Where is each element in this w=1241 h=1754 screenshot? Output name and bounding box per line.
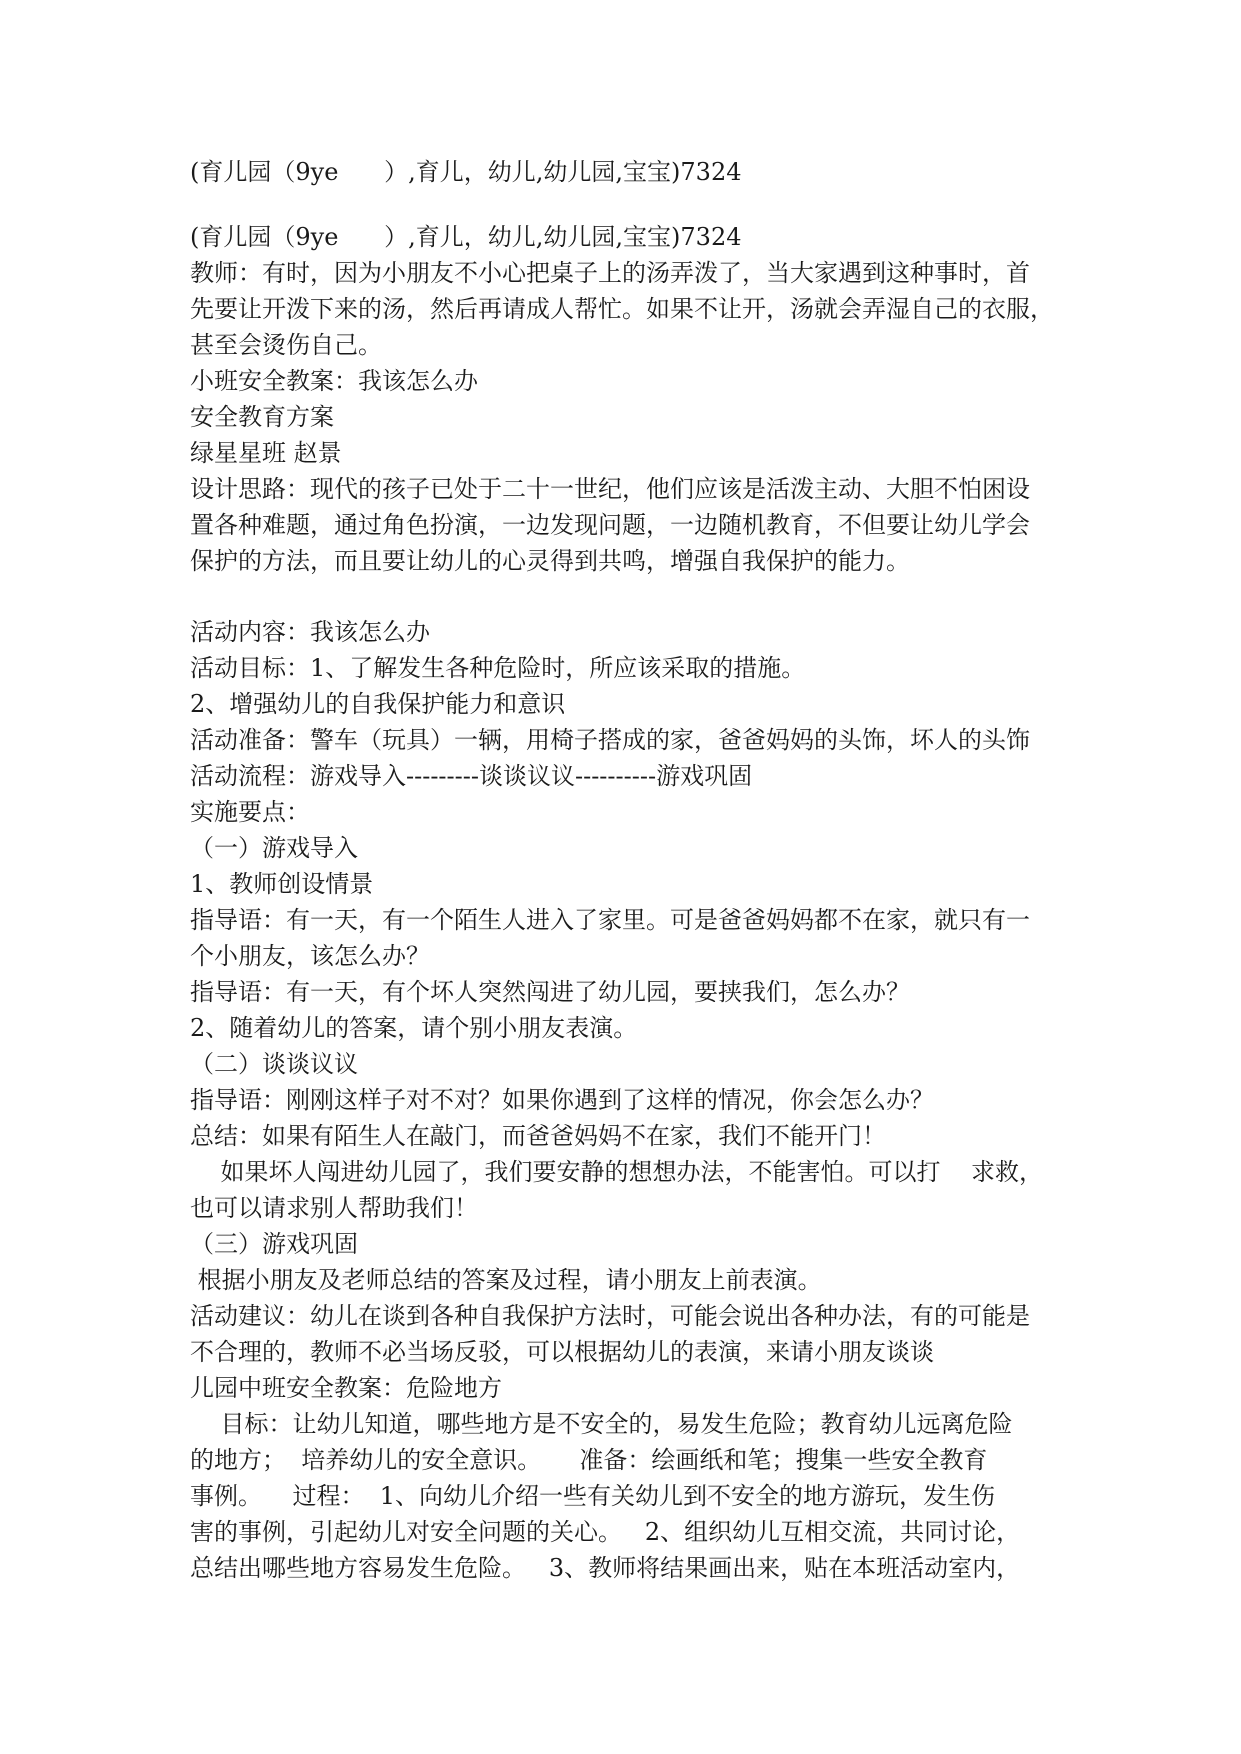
text-line: 也可以请求别人帮助我们！	[190, 1194, 478, 1222]
text-line: 指导语：有一天，有个坏人突然闯进了幼儿园，要挟我们，怎么办？	[190, 978, 910, 1006]
text-line: 害的事例，引起幼儿对安全问题的关心。 2、组织幼儿互相交流，共同讨论，	[190, 1518, 1021, 1546]
text-line: 事例。 过程： 1、向幼儿介绍一些有关幼儿到不安全的地方游玩，发生伤	[190, 1482, 996, 1510]
text-line: 小班安全教案：我该怎么办	[190, 367, 478, 395]
text-line: 绿星星班 赵景	[190, 439, 342, 467]
text-line: 2、随着幼儿的答案，请个别小朋友表演。	[190, 1014, 638, 1042]
text-line: 活动内容：我该怎么办	[190, 618, 430, 646]
text-line: 置各种难题，通过角色扮演，一边发现问题，一边随机教育，不但要让幼儿学会	[190, 511, 1030, 539]
text-line: 2、增强幼儿的自我保护能力和意识	[190, 690, 566, 718]
text-line: 安全教育方案	[190, 403, 334, 431]
text-line: 总结：如果有陌生人在敲门，而爸爸妈妈不在家，我们不能开门！	[190, 1122, 886, 1150]
text-line: 个小朋友，该怎么办？	[190, 942, 430, 970]
header-line: (育儿园（9ye ）,育儿，幼儿,幼儿园,宝宝)7324	[190, 158, 742, 186]
text-line: 的地方； 培养幼儿的安全意识。 准备：绘画纸和笔；搜集一些安全教育	[190, 1446, 988, 1474]
text-line: 不合理的，教师不必当场反驳，可以根据幼儿的表演，来请小朋友谈谈	[190, 1338, 934, 1366]
text-line: （一）游戏导入	[190, 834, 358, 862]
text-line: 设计思路：现代的孩子已处于二十一世纪，他们应该是活泼主动、大胆不怕困设	[190, 475, 1030, 503]
text-line: 儿园中班安全教案：危险地方	[190, 1374, 502, 1402]
text-line: 实施要点：	[190, 798, 310, 826]
text-line: 如果坏人闯进幼儿园了，我们要安静的想想办法，不能害怕。可以打 求救，	[190, 1158, 1044, 1186]
text-line: 目标：让幼儿知道，哪些地方是不安全的，易发生危险；教育幼儿远离危险	[190, 1410, 1013, 1438]
text-line: （二）谈谈议议	[190, 1050, 358, 1078]
text-line: 活动流程：游戏导入---------谈谈议议----------游戏巩固	[190, 762, 753, 790]
text-line: 指导语：有一天，有一个陌生人进入了家里。可是爸爸妈妈都不在家，就只有一	[190, 906, 1030, 934]
text-line: 指导语：刚刚这样子对不对？如果你遇到了这样的情况，你会怎么办？	[190, 1086, 934, 1114]
text-line: 甚至会烫伤自己。	[190, 331, 382, 359]
text-line: (育儿园（9ye ）,育儿，幼儿,幼儿园,宝宝)7324	[190, 223, 742, 251]
text-line: 教师：有时，因为小朋友不小心把桌子上的汤弄泼了，当大家遇到这种事时，首	[190, 259, 1030, 287]
text-line: 活动目标：1、了解发生各种危险时，所应该采取的措施。	[190, 654, 806, 682]
text-line: 1、教师创设情景	[190, 870, 374, 898]
text-line: 先要让开泼下来的汤，然后再请成人帮忙。如果不让开，汤就会弄湿自己的衣服，	[190, 295, 1054, 323]
text-line: （三）游戏巩固	[190, 1230, 358, 1258]
text-line: 活动建议：幼儿在谈到各种自我保护方法时，可能会说出各种办法，有的可能是	[190, 1302, 1030, 1330]
text-line: 活动准备：警车（玩具）一辆，用椅子搭成的家，爸爸妈妈的头饰，坏人的头饰	[190, 726, 1030, 754]
text-line: 根据小朋友及老师总结的答案及过程，请小朋友上前表演。	[190, 1266, 822, 1294]
text-line: 总结出哪些地方容易发生危险。 3、教师将结果画出来，贴在本班活动室内，	[190, 1554, 1021, 1582]
text-line: 保护的方法，而且要让幼儿的心灵得到共鸣，增强自我保护的能力。	[190, 547, 910, 575]
